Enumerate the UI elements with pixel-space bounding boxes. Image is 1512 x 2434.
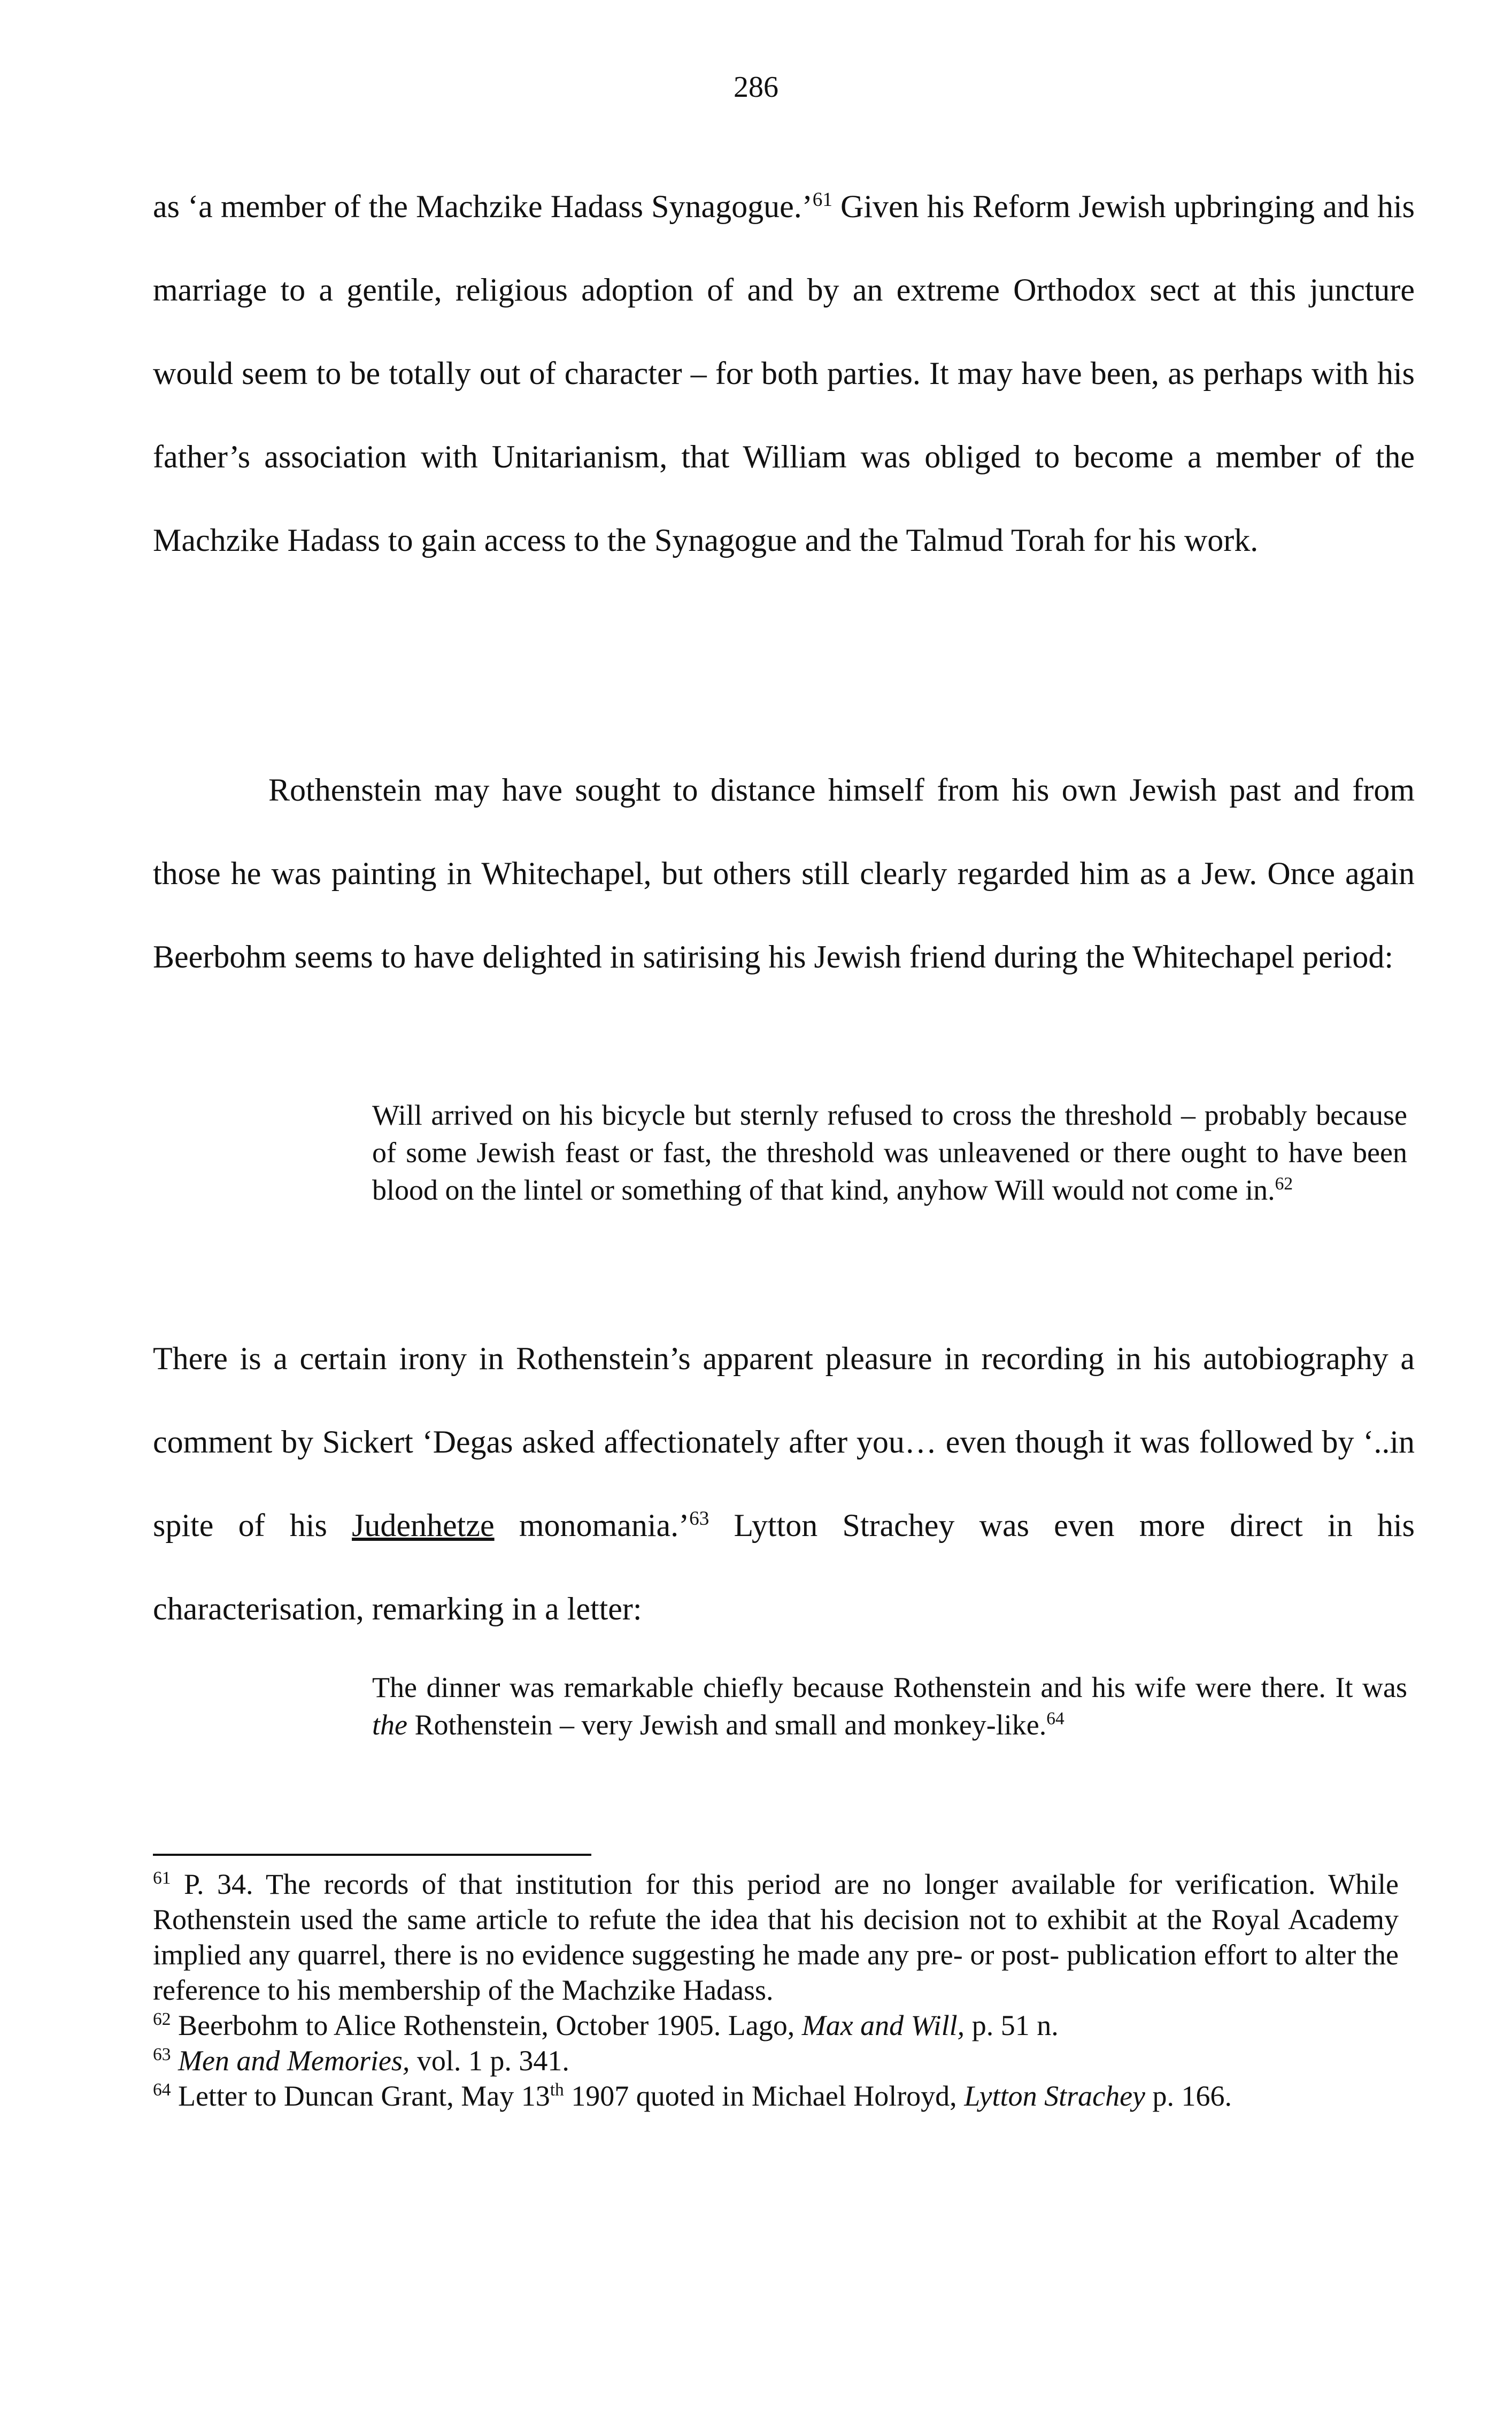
footnote-italic: Max and Will, — [801, 2009, 965, 2041]
footnote-ordinal: th — [550, 2080, 564, 2100]
footnote-separator — [153, 1854, 591, 1856]
footnote-italic: Lytton Strachey — [964, 2080, 1146, 2112]
page-number: 286 — [734, 71, 778, 104]
footnote-number: 63 — [153, 2045, 171, 2064]
footnote-text-b: 1907 quoted in Michael Holroyd, — [564, 2080, 965, 2112]
footnote-ref-61: 61 — [812, 189, 832, 211]
body-paragraph-1 — [153, 165, 1415, 582]
footnote-text-a: Letter to Duncan Grant, May 13 — [171, 2080, 550, 2112]
paragraph-3-text-a: There is a certain irony in Rothenstein’s apparent pleasure in recording in his autobiography a comment by Sickert ‘Degas asked affectionately after you… even though it was followed by ‘..in spite of his — [153, 1341, 1415, 1543]
footnote-text-b: p. 51 n. — [965, 2009, 1059, 2041]
footnote-62 — [153, 2008, 1399, 2043]
footnote-61 — [153, 1867, 1399, 2008]
paragraph-3-text-b: monomania.’ — [494, 1508, 690, 1543]
underlined-term: Judenhetze — [352, 1508, 495, 1543]
footnote-text-b: vol. 1 p. 341. — [410, 2045, 569, 2077]
footnote-64 — [153, 2078, 1399, 2114]
body-paragraph-3 — [153, 1317, 1415, 1650]
body-paragraph-2: Rothenstein may have sought to distance himself from his own Jewish past and from those he was painting in Whitechapel, but others still clearly regarded him as a Jew. Once again Beerbohm seems to have delighted in satirising his Jewish friend during the Whitechapel period: — [153, 772, 1415, 974]
footnote-text-a: Beerbohm to Alice Rothenstein, October 1905. Lago, — [171, 2009, 802, 2041]
block-quote-2-text-a: The dinner was remarkable chiefly because Rothenstein and his wife were there. It was — [372, 1671, 1407, 1703]
block-quote-2 — [372, 1669, 1407, 1744]
footnote-63 — [153, 2043, 1399, 2078]
block-quote-1-text: Will arrived on his bicycle but sternly refused to cross the threshold – probably because of some Jewish feast or fast, the threshold was unleavened or there ought to have been blood on the lintel or something of that kind, anyhow Will would not come in. — [372, 1099, 1407, 1206]
block-quote-2-italic: the — [372, 1709, 407, 1741]
paragraph-3-text-c: Lytton Strachey was even more direct in his characterisation, remarking in a letter: — [153, 1508, 1415, 1626]
footnote-ref-64: 64 — [1046, 1709, 1064, 1729]
block-quote-2-text-b: Rothenstein – very Jewish and small and monkey-like. — [407, 1709, 1047, 1741]
footnote-number: 61 — [153, 1868, 171, 1888]
paragraph-1-text-a: as ‘a member of the Machzike Hadass Synagogue.’ — [153, 189, 813, 224]
footnote-italic: Men and Memories, — [171, 2045, 410, 2077]
block-quote-1 — [372, 1096, 1407, 1209]
footnote-number: 64 — [153, 2080, 171, 2100]
footnotes — [153, 1867, 1399, 2114]
footnote-text-c: p. 166. — [1145, 2080, 1232, 2112]
footnote-ref-63: 63 — [689, 1508, 709, 1530]
paragraph-1-text-b: Given his Reform Jewish upbringing and his marriage to a gentile, religious adoption of and by an extreme Orthodox sect at this juncture would seem to be totally out of character – for both parties. It may have been, as perhaps with his father’s association with Unitarianism, that William was obliged to become a member of the Machzike Hadass to gain access to the Synagogue and the Talmud Torah for his work. — [153, 189, 1415, 558]
footnote-ref-62: 62 — [1275, 1174, 1293, 1194]
footnote-text: P. 34. The records of that institution for this period are no longer available for verification. While Rothenstein used the same article to refute the idea that his decision not to exhibit at the Royal Academy implied any quarrel, there is no evidence suggesting he made any pre- or post- publication effort to alter the reference to his membership of the Machzike Hadass. — [153, 1868, 1399, 2006]
footnote-number: 62 — [153, 2009, 171, 2029]
